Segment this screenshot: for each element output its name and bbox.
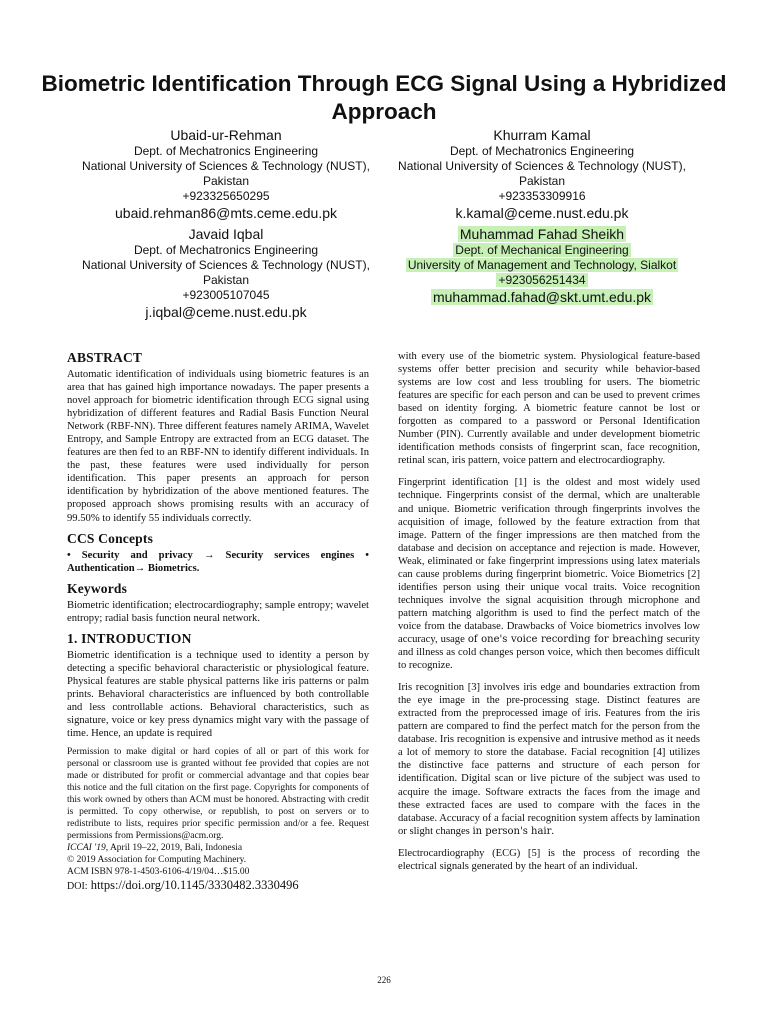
author-university: University of Management and Technology, Sialkot: [407, 258, 677, 272]
author-name: Muhammad Fahad Sheikh: [459, 226, 625, 242]
author-phone: +923005107045: [182, 288, 270, 302]
author-university: National University of Sciences & Technology (NUST),: [398, 159, 686, 173]
doi-line: [67, 878, 369, 894]
author-dept: Dept. of Mechanical Engineering: [455, 243, 629, 257]
paragraph-3: [398, 681, 700, 838]
author-dept: Dept. of Mechatronics Engineering: [133, 144, 319, 158]
author-phone: +923056251434: [498, 273, 586, 287]
copyright-notice: [67, 746, 369, 894]
author-name: Khurram Kamal: [493, 127, 591, 143]
author-phone: +923353309916: [498, 189, 586, 203]
author-country: Pakistan: [518, 174, 566, 188]
author-name: Ubaid-ur-Rehman: [170, 127, 282, 143]
paper-title: Biometric Identification Through ECG Signal Using a Hybridized Approach: [41, 71, 727, 124]
keywords-heading: Keywords: [67, 580, 128, 596]
author-block-4: [372, 226, 712, 306]
ccs-text: • Security and privacy → Security services engines • Authentication→ Biometrics.: [67, 549, 369, 574]
ccs-heading: CCS Concepts: [67, 530, 154, 546]
author-email[interactable]: muhammad.fahad@skt.umt.edu.pk: [432, 289, 652, 305]
author-block-3: [56, 226, 396, 321]
author-email[interactable]: k.kamal@ceme.nust.edu.pk: [455, 205, 629, 221]
handwritten-insert-1: of one's voice recording for breaching: [467, 633, 664, 645]
author-dept: Dept. of Mechatronics Engineering: [449, 144, 635, 158]
author-country: Pakistan: [202, 174, 250, 188]
author-block-1: [56, 127, 396, 222]
right-column: [398, 350, 700, 882]
author-dept: Dept. of Mechatronics Engineering: [133, 243, 319, 257]
paragraph-1: with every use of the biometric system. Physiological feature-based systems offer better precision and security while behavior-based systems are low cost and less troubling for users. The biometric features are specific for each person and can be used to prevent crimes based on identity forging. A biometric feature cannot be lost or forgotten as compared to a password or Personal Identification Number (PIN). Currently available and under development biometric identification methods consists of fingerprint scan, face recognition, retinal scan, iris pattern, voice pattern and electrocardiography.: [398, 351, 700, 467]
paragraph-2-end: security and illness as cold changes person voice, which then becomes difficult to recognize.: [398, 633, 700, 672]
author-country: Pakistan: [202, 273, 250, 287]
author-phone: +923325650295: [182, 189, 270, 203]
doi-label: DOI:: [67, 881, 88, 893]
conference-details: , April 19–22, 2019, Bali, Indonesia: [105, 843, 243, 854]
handwritten-insert-2: in person's hair: [472, 825, 552, 837]
author-email[interactable]: ubaid.rehman86@mts.ceme.edu.pk: [115, 205, 337, 221]
author-email[interactable]: j.iqbal@ceme.nust.edu.pk: [145, 304, 307, 320]
paragraph-4: Electrocardiography (ECG) [5] is the process of recording the electrical signals generated by the heart of an individual.: [398, 847, 700, 872]
association-line: © 2019 Association for Computing Machinery.: [67, 855, 247, 866]
author-block-2: [372, 127, 712, 222]
paragraph-2-start: Fingerprint identification [1] is the oldest and most widely used technique. Fingerprints consist of the dermal, which are unalterable and unique. Biometric verification through fingerprints involves the acquisition of image, followed by the feature extraction from that image. Pattern of the finger impressions are then matched from the database and decision on acceptance and rejection is made. However, Weak, eliminated or fake fingerprint impressions using latex materials can cause problems during fingerprint biometric. Voice Biometrics [2] identifies person using their unique vocal traits. Voice recognition techniques involve the signal acquisition through microphone and pattern matching algorithm is used to find the perfect match of the voice from the database. Drawbacks of Voice biometrics involves low accuracy, usage: [398, 477, 700, 645]
author-university: National University of Sciences & Technology (NUST),: [82, 159, 370, 173]
permission-text: Permission to make digital or hard copies of all or part of this work for personal or classroom use is granted without fee provided that copies are not made or distributed for profit or commercial advantage and that copies bear this notice and the full citation on the first page. Copyrights for components of this work owned by others than ACM must be honored. Abstracting with credit is permitted. To copy otherwise, or republish, to post on servers or to redistribute to lists, requires prior specific permission and/or a fee. Request permissions from Permissions@acm.org.: [67, 747, 369, 842]
doi-link[interactable]: https://doi.org/10.1145/3330482.3330496: [90, 878, 299, 893]
isbn-line: ACM ISBN 978-1-4503-6106-4/19/04…$15.00: [67, 867, 250, 878]
introduction-text: Biometric identification is a technique used to identity a person by detecting a specific behavioral characteristic or physiological feature. Physical features are stable physical patterns like iris patterns or palm prints. Behavioral characteristics are influenced by both controllable and less controllable actions. Behavioral characteristics, such as signature, voice or key press dynamics might vary with the passage of time. Hence, an update is required: [67, 649, 369, 740]
conference-line: [67, 842, 369, 854]
paragraph-3-end: .: [551, 825, 555, 837]
author-name: Javaid Iqbal: [188, 226, 264, 242]
author-university: National University of Sciences & Technology (NUST),: [82, 258, 370, 272]
paragraph-2: [398, 476, 700, 672]
page-number: 226: [377, 975, 391, 985]
paragraph-3-start: Iris recognition [3] involves iris edge and boundaries extraction from the eye image in the pre-processing stage. Distinct features are extracted from the preprocessed image of iris. Features from the iris pattern are compared to find the perfect match for the person from the database. Iris recognition is expensive and intrusive method as it needs a lot of memory to store the database. Facial recognition [4] utilizes the distinctive face patterns and structure of each person for identification. Digital scan or live picture of the subject was used to acquire the image. Software extracts the faces from the image and these extracted faces are used to compare with the faces in the database. Accuracy of a facial recognition system affects by lamination or slight changes: [398, 682, 700, 837]
abstract-heading: ABSTRACT: [67, 350, 143, 365]
left-column: [67, 350, 369, 894]
keywords-text: Biometric identification; electrocardiography; sample entropy; wavelet entropy; radial basis function neural network.: [67, 599, 369, 624]
abstract-text: Automatic identification of individuals using biometric features is an area that has gained high importance nowadays. The paper presents a novel approach for biometric identification through ECG signal using hybridization of different features and Radial Basis Function Neural Network (RBF-NN). Three different features namely ARIMA, Wavelet Entropy, and Sample Entropy are extracted from an ECG dataset. The features are then fed to an RBF-NN to identify different individuals. In the past, these features were used individually for person identification. This paper presents an approach for person identification by hybridization of the above mentioned features. The proposed approach shows promising results with an accuracy of 99.50% to identify 55 individuals correctly.: [67, 369, 369, 524]
introduction-heading: 1. INTRODUCTION: [67, 630, 192, 646]
conference-name: ICCAI '19: [67, 843, 106, 854]
